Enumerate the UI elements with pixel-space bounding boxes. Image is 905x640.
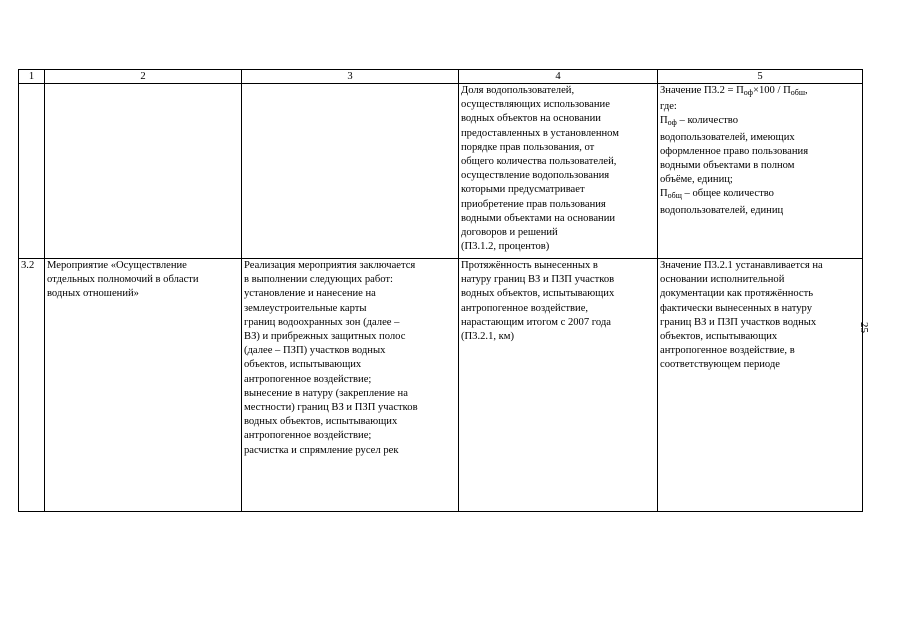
def1-subscript: оф	[667, 118, 677, 128]
def2-subscript: общ	[667, 191, 682, 201]
def1-text: – количество водопользователей, имеющих оформленное право пользования водными объектами в полном объёме, единиц;	[660, 115, 809, 186]
formula-sub-obsh: обш	[790, 88, 805, 97]
formula-sub-of: оф	[743, 88, 753, 97]
table-row	[19, 259, 863, 512]
row1-number	[19, 84, 45, 259]
row2-number: 3.2	[19, 259, 45, 512]
table-header-row	[19, 70, 863, 84]
formula-where: где:	[660, 101, 677, 113]
def1-symbol: П	[660, 115, 668, 127]
header-cell-3: 3	[242, 70, 459, 84]
formula-suffix: ,	[804, 85, 808, 96]
table-row	[19, 84, 863, 259]
row1-calculation	[658, 84, 863, 259]
row2-activity: Мероприятие «Осуществление отдельных полномочий в области водных отношений»	[45, 259, 242, 512]
def2-symbol: П	[660, 188, 668, 200]
row1-indicator: Доля водопользователей, осуществляющих использование водных объектов на основании предоставленных в установленном порядке прав пользования, от общего количества пользователей, осуществление водопользования которыми предусматривает приобретение прав пользования водными объектами на основании договоров и решений (П3.1.2, процентов)	[459, 84, 658, 259]
row1-description	[242, 84, 459, 259]
formula-mid: ×100 / П	[752, 85, 791, 96]
def2-text: – общее количество водопользователей, единиц	[660, 188, 784, 216]
row2-calculation: Значение П3.2.1 устанавливается на основании исполнительной документации как протяжённость фактически вынесенных в натуру границ ВЗ и ПЗП участков водных объектов, испытывающих антропогенное воздействие, в соответствующем периоде	[658, 259, 863, 512]
header-cell-1: 1	[19, 70, 45, 84]
formula-prefix: Значение П3.2 = П	[660, 85, 744, 96]
row2-indicator: Протяжённость вынесенных в натуру границ ВЗ и ПЗП участков водных объектов, испытывающих антропогенное воздействие, нарастающим итогом с 2007 года (П3.2.1, км)	[459, 259, 658, 512]
indicators-table	[18, 69, 863, 512]
header-cell-5: 5	[658, 70, 863, 84]
page-number: 25	[858, 322, 870, 333]
row2-description: Реализация мероприятия заключается в выполнении следующих работ: установление и нанесение на землеустроительные карты границ водоохранных зон (далее – ВЗ) и прибрежных защитных полос (далее – ПЗП) участков водных объектов, испытывающих антропогенное воздействие; вынесение в натуру (закрепление на местности) границ ВЗ и ПЗП участков водных объектов, испытывающих антропогенное воздействие; расчистка и спрямление русел рек	[242, 259, 459, 512]
row1-activity	[45, 84, 242, 259]
header-cell-4: 4	[459, 70, 658, 84]
header-cell-2: 2	[45, 70, 242, 84]
